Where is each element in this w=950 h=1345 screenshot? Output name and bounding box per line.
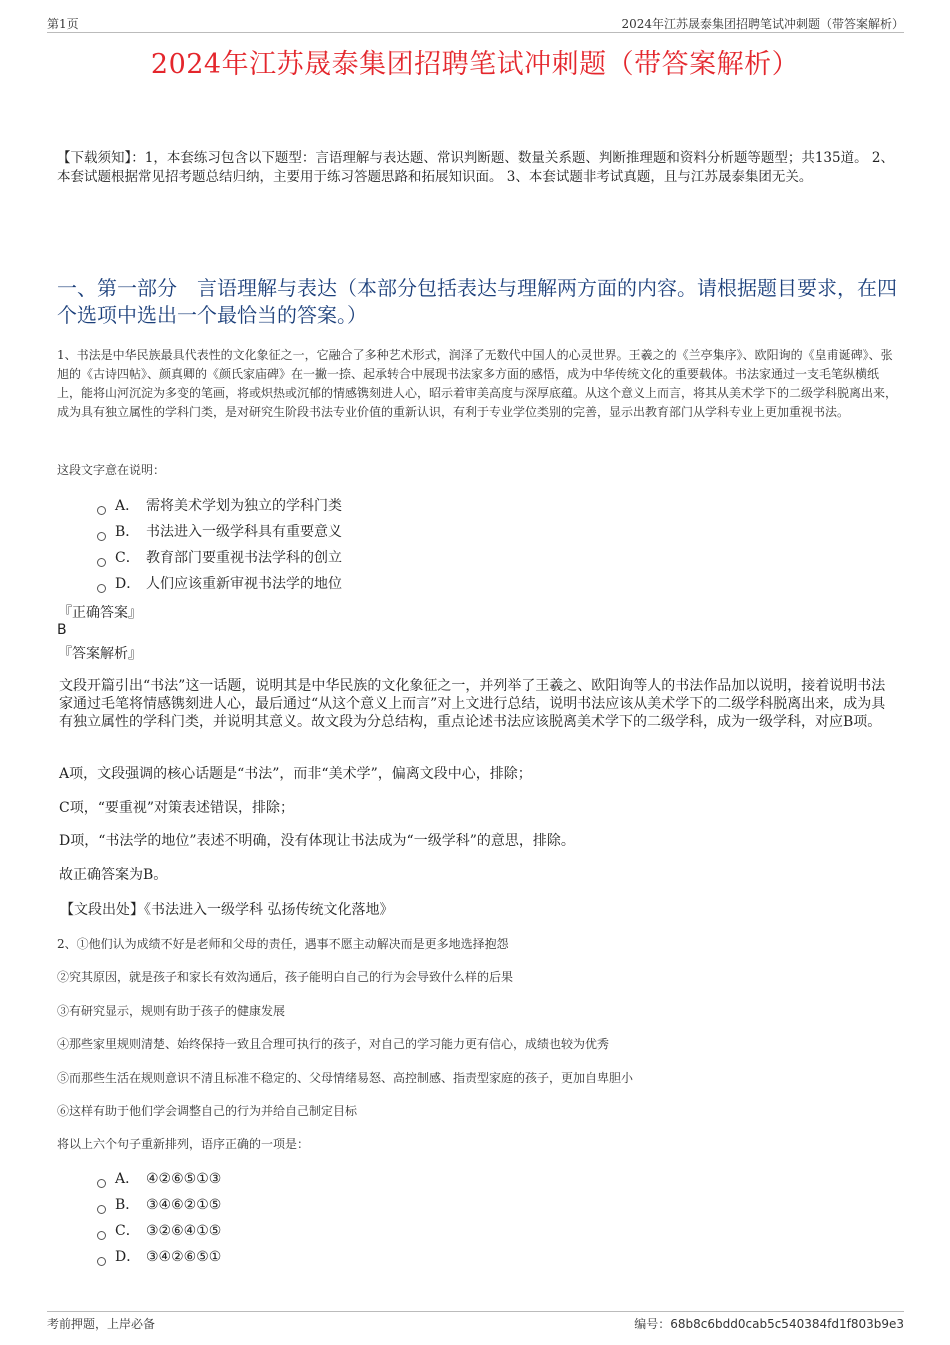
option-d[interactable] [97,1244,221,1270]
option-text: ③②⑥④①⑤ [146,1223,222,1239]
section-heading: 一、第一部分 言语理解与表达（本部分包括表达与理解两方面的内容。请根据题目要求，在四个选项中选出一个最恰当的答案。） [57,276,897,327]
question-2-prompt: 将以上六个句子重新排列，语序正确的一项是： [57,1137,310,1151]
option-text: ③④⑥②①⑤ [146,1197,222,1213]
option-a[interactable] [97,1166,221,1192]
option-d[interactable] [97,571,342,597]
radio-icon[interactable] [97,532,106,541]
option-key: B． [115,524,140,540]
footer-code-value: 68b8c6bdd0cab5c540384fd1f803b9e3 [670,1317,904,1331]
analysis-option-c: C项，“要重视”对策表述错误，排除； [59,800,295,816]
correct-answer-label: 『正确答案』 [58,605,142,621]
option-b[interactable] [97,1192,221,1218]
option-text: ④②⑥⑤①③ [146,1171,222,1187]
option-c[interactable] [97,1218,221,1244]
question-2-sentence-6: ⑥这样有助于他们学会调整自己的行为并给自己制定目标 [57,1104,358,1118]
radio-icon[interactable] [97,1179,106,1188]
option-key: C． [115,550,140,566]
question-2-sentence-3: ③有研究显示，规则有助于孩子的健康发展 [57,1004,286,1018]
analysis-conclusion: 故正确答案为B。 [59,867,168,883]
option-key: D． [115,576,141,592]
question-1-options [97,493,342,597]
page-footer [47,1311,904,1334]
option-key: D． [115,1249,141,1265]
question-2-sentence-5: ⑤而那些生活在规则意识不清且标准不稳定的、父母情绪易怒、高控制感、指责型家庭的孩子，更加自卑胆小 [57,1071,634,1085]
option-c[interactable] [97,545,342,571]
option-a[interactable] [97,493,342,519]
passage-source: 【文段出处】《书法进入一级学科 弘扬传统文化落地》 [60,902,394,918]
footer-code-label: 编号： [634,1317,671,1331]
page-number: 第1页 [47,17,79,31]
option-b[interactable] [97,519,342,545]
question-2-sentence-2: ②究其原因，就是孩子和家长有效沟通后，孩子能明白自己的行为会导致什么样的后果 [57,970,514,984]
option-text: 书法进入一级学科具有重要意义 [146,524,342,540]
footer-code [634,1315,904,1332]
radio-icon[interactable] [97,1257,106,1266]
option-text: 人们应该重新审视书法学的地位 [146,576,342,592]
document-title: 2024年江苏晟泰集团招聘笔试冲刺题（带答案解析） [150,49,800,80]
radio-icon[interactable] [97,1205,106,1214]
page-header [47,14,904,33]
radio-icon[interactable] [97,558,106,567]
analysis-label: 『答案解析』 [58,646,142,662]
question-1-text: 1、书法是中华民族最具代表性的文化象征之一，它融合了多种艺术形式，润泽了无数代中国人的心灵世界。王羲之的《兰亭集序》、欧阳询的《皇甫诞碑》、张旭的《古诗四帖》、颜真卿的《颜氏家庙碑》在一撇一捺、起承转合中展现书法家多方面的感悟，成为中华传统文化的重要载体。书法家通过一支毛笔纵横纸上，能将山河沉淀为多变的笔画，将或炽热或沉郁的情感镌刻进人心，昭示着审美高度与深厚底蕴。从这个意义上而言，将其从美术学下的二级学科脱离出来，成为具有独立属性的学科门类，是对研究生阶段书法专业价值的重新认识，有利于专业学位类别的完善，显示出教育部门从学科专业上更加重视书法。 [57,348,898,419]
question-2-sentence-4: ④那些家里规则清楚、始终保持一致且合理可执行的孩子，对自己的学习能力更有信心，成绩也较为优秀 [57,1037,610,1051]
question-2-options [97,1166,221,1270]
header-doc-title: 2024年江苏晟泰集团招聘笔试冲刺题（带答案解析） [621,17,904,31]
analysis-paragraph: 文段开篇引出“书法”这一话题，说明其是中华民族的文化象征之一，并列举了王羲之、欧阳询等人的书法作品加以说明，接着说明书法家通过毛笔将情感镌刻进人心，最后通过“从这个意义上而言”对上文进行总结，说明书法应该从美术学下的二级学科脱离出来，成为具有独立属性的学科门类，并说明其意义。故文段为分总结构，重点论述书法应该脱离美术学下的二级学科，成为一级学科，对应B项。 [59,678,886,730]
question-1-prompt: 这段文字意在说明： [57,463,166,477]
option-key: B． [115,1197,140,1213]
correct-answer: B [57,622,67,638]
radio-icon[interactable] [97,1231,106,1240]
option-key: A． [115,498,140,514]
analysis-option-a: A项，文段强调的核心话题是“书法”，而非“美术学”，偏离文段中心，排除； [59,766,532,782]
question-2-sentence-1: 2、①他们认为成绩不好是老师和父母的责任，遇事不愿主动解决而是更多地选择抱怨 [57,937,509,951]
download-notice: 【下载须知】：1，本套练习包含以下题型：言语理解与表达题、常识判断题、数量关系题、判断推理题和资料分析题等题型；共135道。 2、本套试题根据常见招考题总结归纳，主要用于练习答题思路和拓展知识面。 3、本套试题非考试真题，且与江苏晟泰集团无关。 [57,150,894,185]
analysis-option-d: D项，“书法学的地位”表述不明确，没有体现让书法成为“一级学科”的意思，排除。 [59,833,575,849]
option-text: ③④②⑥⑤① [146,1249,222,1265]
option-text: 教育部门要重视书法学科的创立 [146,550,342,566]
footer-slogan: 考前押题，上岸必备 [47,1317,156,1331]
option-key: A． [115,1171,140,1187]
option-key: C． [115,1223,140,1239]
radio-icon[interactable] [97,506,106,515]
radio-icon[interactable] [97,584,106,593]
option-text: 需将美术学划为独立的学科门类 [146,498,342,514]
